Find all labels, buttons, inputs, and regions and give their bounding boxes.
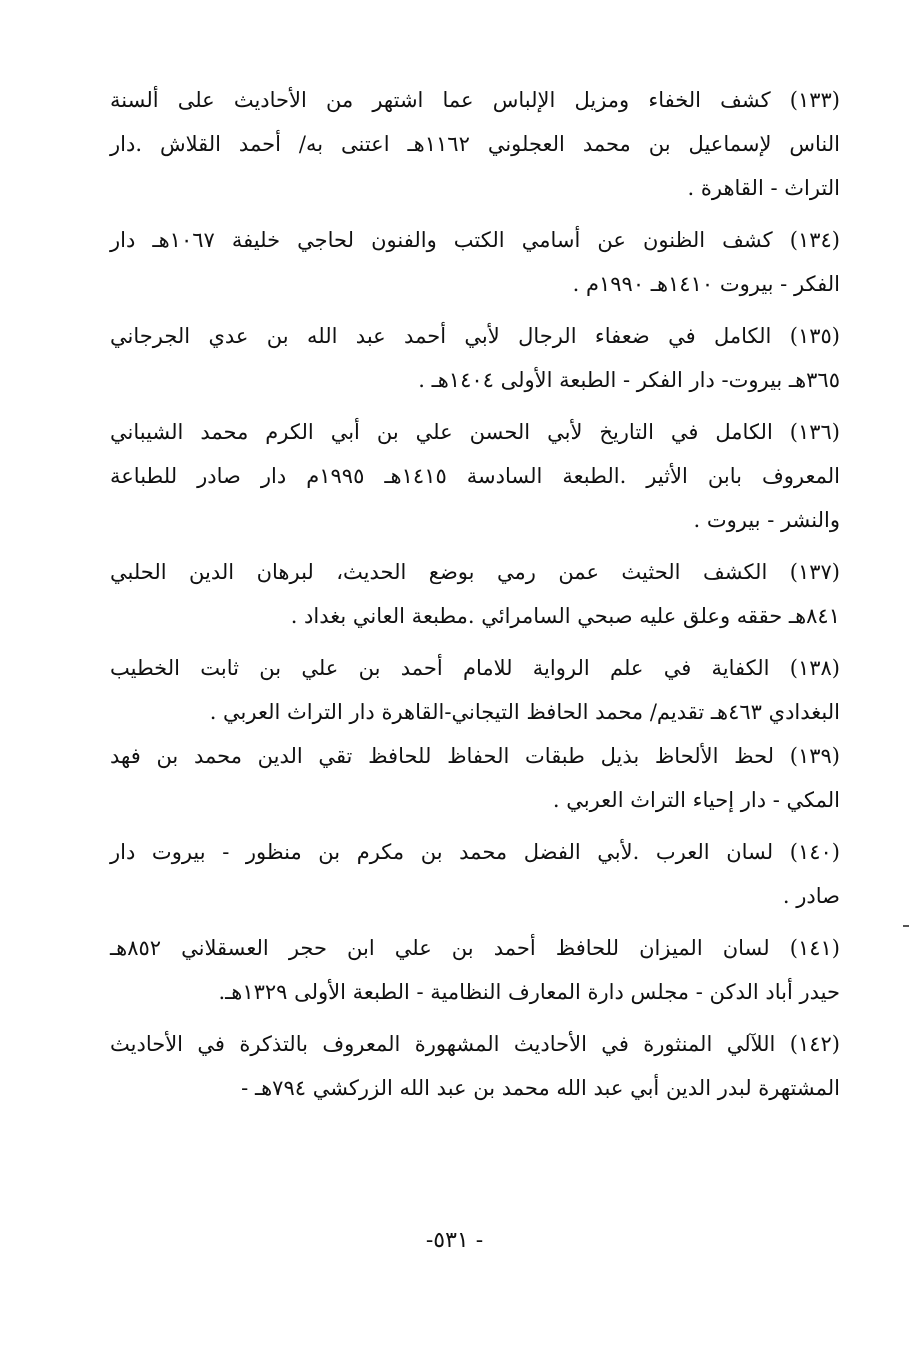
entry-line: الفكر - بيروت ١٤١٠هـ ١٩٩٠م .	[572, 272, 840, 296]
entry-line: المكي - دار إحياء التراث العربي .	[552, 788, 840, 812]
bibliography-page	[110, 78, 840, 1118]
entry-line: (١٣٣) كشف الخفاء ومزيل الإلباس عما اشتهر من الأحاديث على ألسنة	[110, 88, 840, 112]
page-number: - ٥٣١-	[425, 1228, 484, 1253]
entry-line: الناس لإسماعيل بن محمد العجلوني ١١٦٢هـ اعتنى به/ أحمد القلاش .دار	[110, 132, 840, 156]
entry-line: (١٣٤) كشف الظنون عن أسامي الكتب والفنون لحاجي خليفة ١٠٦٧هـ دار	[110, 228, 840, 252]
entry-line: والنشر - بيروت .	[693, 508, 840, 532]
entry-line: (١٣٨) الكفاية في علم الرواية للامام أحمد بن علي بن ثابت الخطيب	[110, 656, 840, 680]
bibliography-entry	[110, 410, 840, 542]
bibliography-entry	[110, 78, 840, 210]
bibliography-entry	[110, 646, 840, 734]
entry-line: التراث - القاهرة .	[687, 176, 840, 200]
bibliography-entry	[110, 218, 840, 306]
bibliography-entry	[110, 734, 840, 822]
entry-line: صادر .	[782, 884, 840, 908]
entry-line: البغدادي ٤٦٣هـ تقديم/ محمد الحافظ التيجاني-القاهرة دار التراث العربي .	[209, 700, 840, 724]
bibliography-entry	[110, 550, 840, 638]
bibliography-entry	[110, 314, 840, 402]
bibliography-entry	[110, 1022, 840, 1110]
entry-line: المشتهرة لبدر الدين أبي عبد الله محمد بن عبد الله الزركشي ٧٩٤هـ -	[241, 1076, 840, 1100]
entry-line: (١٣٥) الكامل في ضعفاء الرجال لأبي أحمد عبد الله بن عدي الجرجاني	[110, 324, 840, 348]
entry-line: (١٣٧) الكشف الحثيث عمن رمي بوضع الحديث، لبرهان الدين الحلبي	[110, 560, 840, 584]
entry-line: (١٣٦) الكامل في التاريخ لأبي الحسن علي بن أبي الكرم محمد الشيباني	[110, 420, 840, 444]
entry-line: ٣٦٥هـ بيروت- دار الفكر - الطبعة الأولى ١٤٠٤هـ .	[418, 368, 840, 392]
entry-line: حيدر أباد الدكن - مجلس دارة المعارف النظامية - الطبعة الأولى ١٣٢٩هـ.	[218, 980, 840, 1004]
entry-line: المعروف بابن الأثير .الطبعة السادسة ١٤١٥هـ ١٩٩٥م دار صادر للطباعة	[110, 464, 841, 488]
entry-line: ٨٤١هـ حققه وعلق عليه صبحي السامرائي .مطبعة العاني بغداد .	[290, 604, 840, 628]
entry-line: (١٣٩) لحظ الألحاظ بذيل طبقات الحفاظ للحافظ تقي الدين محمد بن فهد	[110, 744, 840, 768]
scan-edge-mark	[903, 925, 909, 927]
entry-line: (١٤١) لسان الميزان للحافظ أحمد بن علي ابن حجر العسقلاني ٨٥٢هـ	[110, 936, 840, 960]
entry-line: (١٤٢) اللآلي المنثورة في الأحاديث المشهورة المعروف بالتذكرة في الأحاديث	[110, 1032, 840, 1056]
bibliography-entry	[110, 830, 840, 918]
entry-line: (١٤٠) لسان العرب .لأبي الفضل محمد بن مكرم بن منظور - بيروت دار	[110, 840, 840, 864]
bibliography-entry	[110, 926, 840, 1014]
